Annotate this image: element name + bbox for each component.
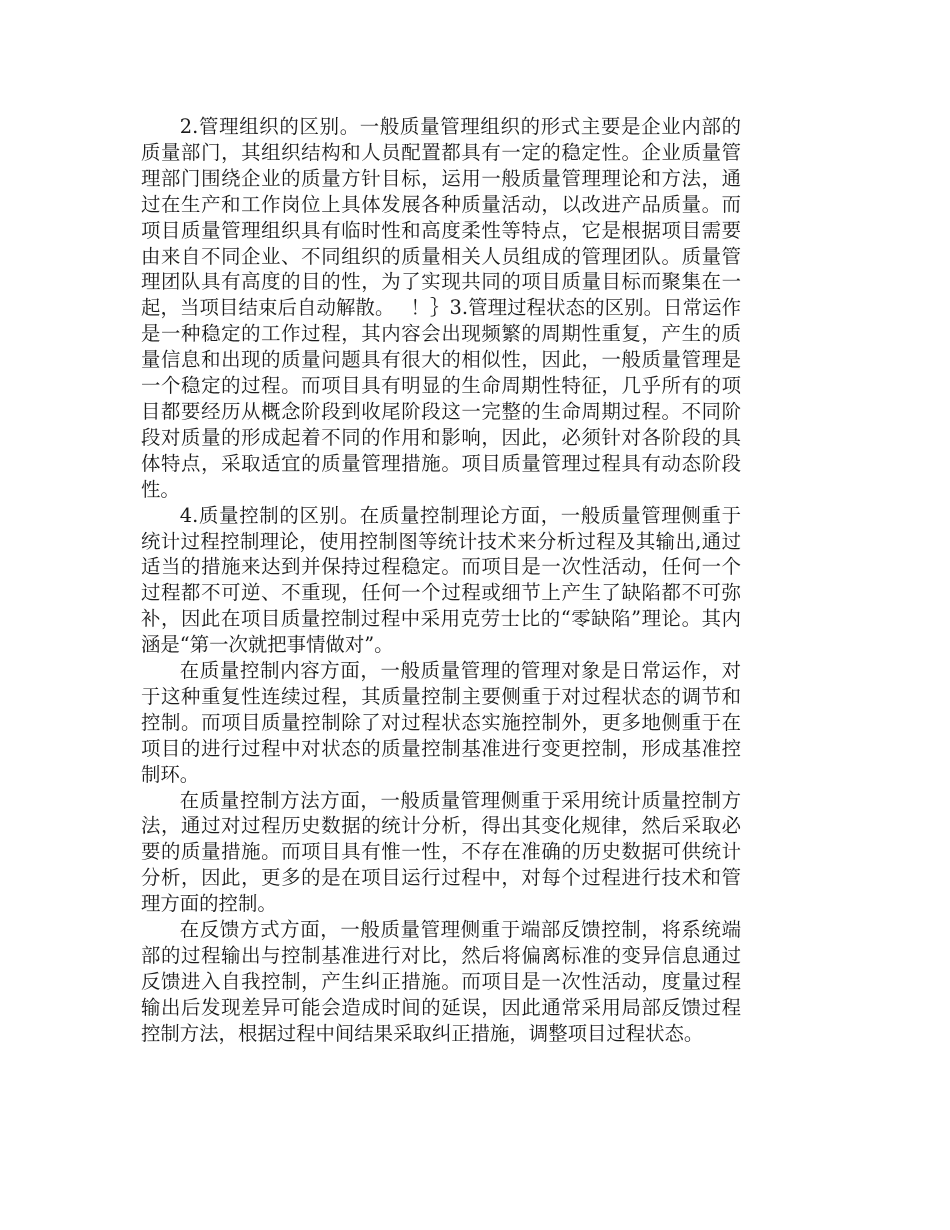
paragraph-control-content: 在质量控制内容方面，一般质量管理的管理对象是日常运作，对于这种重复性连续过程，其质量控制主要侧重于对过程状态的调节和控制。而项目质量控制除了对过程状态实施控制外，更多地侧重于在项目的进行过程中对状态的质量控制基准进行变更控制，形成基准控制环。 <box>141 659 741 786</box>
paragraph-feedback-method: 在反馈方式方面，一般质量管理侧重于端部反馈控制，将系统端部的过程输出与控制基准进行对比，然后将偏离标准的变异信息通过反馈进入自我控制，产生纠正措施。而项目是一次性活动，度量过程输出后发现差异可能会造成时间的延误，因此通常采用局部反馈过程控制方法，根据过程中间结果采取纠正措施，调整项目过程状态。 <box>141 918 741 1045</box>
paragraph-control-method: 在质量控制方法方面，一般质量管理侧重于采用统计质量控制方法，通过对过程历史数据的统计分析，得出其变化规律，然后采取必要的质量措施。而项目具有惟一性，不存在准确的历史数据可供统计分析，因此，更多的是在项目运行过程中，对每个过程进行技术和管理方面的控制。 <box>141 788 741 916</box>
document-body <box>141 114 741 1047</box>
paragraph-quality-control: 4.质量控制的区别。在质量控制理论方面，一般质量管理侧重于统计过程控制理论，使用控制图等统计技术来分析过程及其输出,通过适当的措施来达到并保持过程稳定。而项目是一次性活动，任何一个过程都不可逆、不重现，任何一个过程或细节上产生了缺陷都不可弥补，因此在项目质量控制过程中采用克劳士比的“零缺陷”理论。其内涵是“第一次就把事情做对”。 <box>141 503 741 657</box>
paragraph-management-organization: 2.管理组织的区别。一般质量管理组织的形式主要是企业内部的质量部门，其组织结构和人员配置都具有一定的稳定性。企业质量管理部门围绕企业的质量方针目标，运用一般质量管理理论和方法，通过在生产和工作岗位上具体发展各种质量活动，以改进产品质量。而项目质量管理组织具有临时性和高度柔性等特点，它是根据项目需要由来自不同企业、不同组织的质量相关人员组成的管理团队。质量管理团队具有高度的目的性，为了实现共同的项目质量目标而聚集在一起，当项目结束后自动解散。 ！｝3.管理过程状态的区别。日常运作是一种稳定的工作过程，其内容会出现频繁的周期性重复，产生的质量信息和出现的质量问题具有很大的相似性，因此，一般质量管理是一个稳定的过程。而项目具有明显的生命周期性特征，几乎所有的项目都要经历从概念阶段到收尾阶段这一完整的生命周期过程。不同阶段对质量的形成起着不同的作用和影响，因此，必须针对各阶段的具体特点，采取适宜的质量管理措施。项目质量管理过程具有动态阶段性。 <box>141 115 741 501</box>
